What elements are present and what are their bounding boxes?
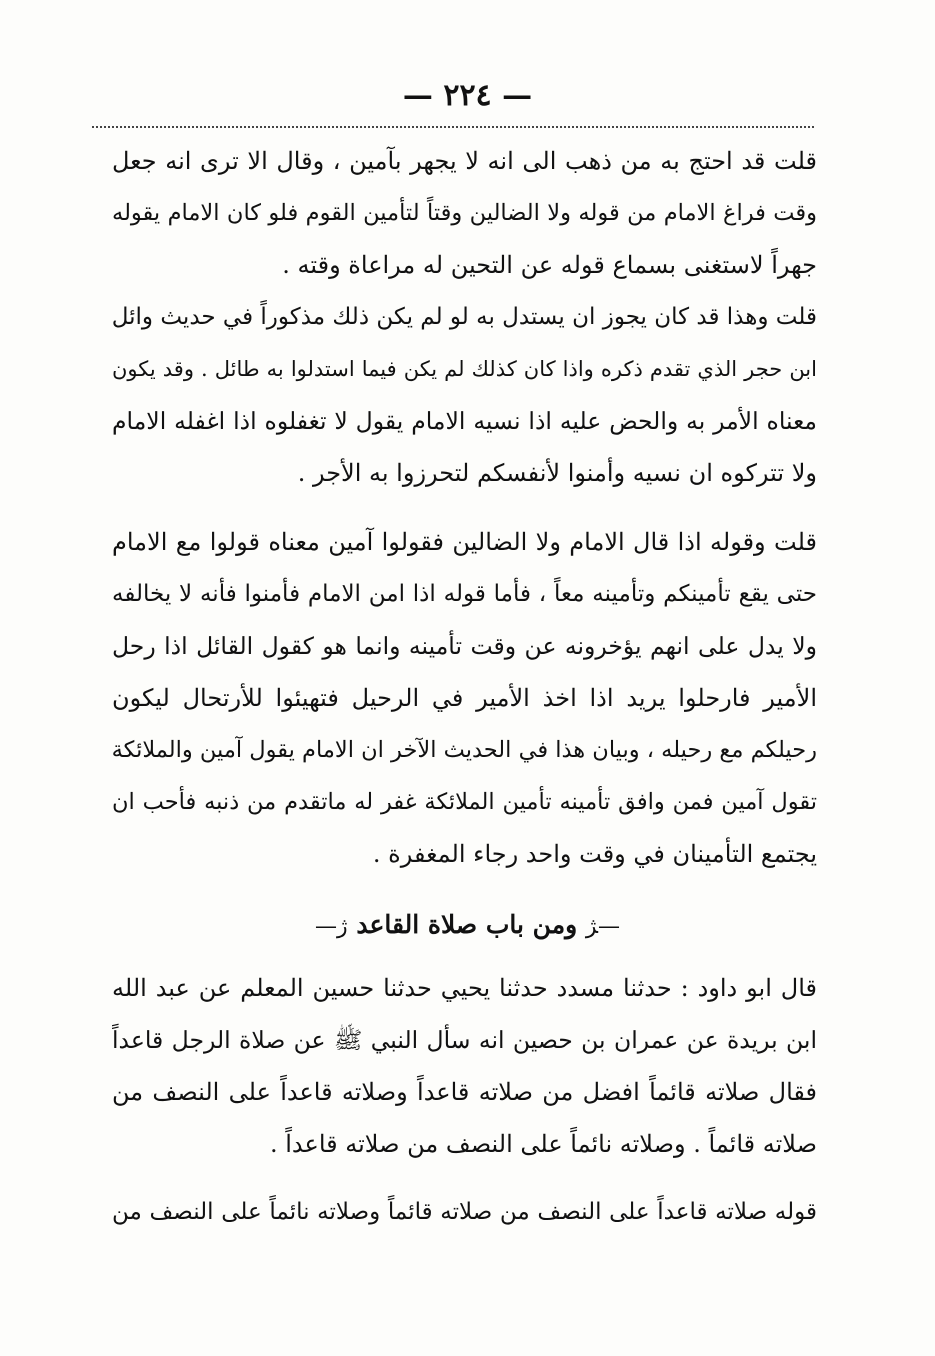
text-line: وقت فراغ الامام من قوله ولا الضالين وقتاً لتأمين القوم فلو كان الامام يقوله — [112, 200, 817, 226]
section-heading — [0, 910, 935, 939]
paragraph-3 — [112, 516, 817, 880]
section-heading-text: ومن باب صلاة القاعد — [356, 910, 578, 939]
ornament-left: ﮊ— — [314, 914, 348, 939]
text-line: قلت وهذا قد كان يجوز ان يستدل به لو لم يكن ذلك مذكوراً في حديث وائل — [112, 304, 817, 330]
text-line: ابن بريدة عن عمران بن حصين انه سأل النبي ﷺ عن صلاة الرجل قاعداً — [112, 1026, 817, 1054]
header-divider — [92, 126, 814, 128]
text-line: جهراً لاستغنى بسماع قوله عن التحين له مراعاة وقته . — [282, 251, 817, 279]
text-line: قال ابو داود : حدثنا مسدد حدثنا يحيي حدثنا حسين المعلم عن عبد الله — [112, 974, 817, 1002]
text-line: حتى يقع تأمينكم وتأمينه معاً ، فأما قوله اذا امن الامام فأمنوا فأنه لا يخالفه — [112, 581, 817, 607]
text-line: يجتمع التأمينان في وقت واحد رجاء المغفرة . — [372, 840, 817, 868]
text-line: قوله صلاته قاعداً على النصف من صلاته قائماً وصلاته نائماً على النصف من — [112, 1199, 817, 1225]
page-number: — ٢٢٤ — — [402, 78, 533, 113]
text-line: ولا يدل على انهم يؤخرونه عن وقت تأمينه وانما هو كقول القائل اذا رحل — [112, 632, 817, 660]
text-line: قلت قد احتج به من ذهب الى انه لا يجهر بآمين ، وقال الا ترى انه جعل — [112, 147, 817, 175]
paragraph-2 — [112, 291, 817, 499]
text-line: تقول آمين فمن وافق تأمينه تأمين الملائكة غفر له ماتقدم من ذنبه فأحب ان — [112, 789, 817, 815]
paragraph-1 — [112, 135, 817, 291]
text-line: ابن حجر الذي تقدم ذكره واذا كان كذلك لم يكن فيما استدلوا به طائل . وقد يكون — [112, 357, 817, 381]
text-line: فقال صلاته قائماً افضل من صلاته قاعداً وصلاته قاعداً على النصف من — [112, 1078, 817, 1106]
ornament-right: —ﮋ — [585, 914, 621, 939]
text-line: الأمير فارحلوا يريد اذا اخذ الأمير في الرحيل فتهيئوا للأرتحال ليكون — [112, 684, 817, 712]
text-line: رحيلكم مع رحيله ، وبيان هذا في الحديث الآخر ان الامام يقول آمين والملائكة — [112, 737, 817, 763]
text-line: صلاته قائماً . وصلاته نائماً على النصف من صلاته قاعداً . — [269, 1130, 817, 1158]
text-line: ولا تتركوه ان نسيه وأمنوا لأنفسكم لتحرزوا به الأجر . — [297, 459, 817, 487]
paragraph-4 — [112, 962, 817, 1170]
text-line: قلت وقوله اذا قال الامام ولا الضالين فقولوا آمين معناه قولوا مع الامام — [112, 528, 817, 556]
paragraph-5 — [112, 1186, 817, 1238]
text-line: معناه الأمر به والحض عليه اذا نسيه الامام يقول لا تغفلوه اذا اغفله الامام — [112, 407, 817, 435]
